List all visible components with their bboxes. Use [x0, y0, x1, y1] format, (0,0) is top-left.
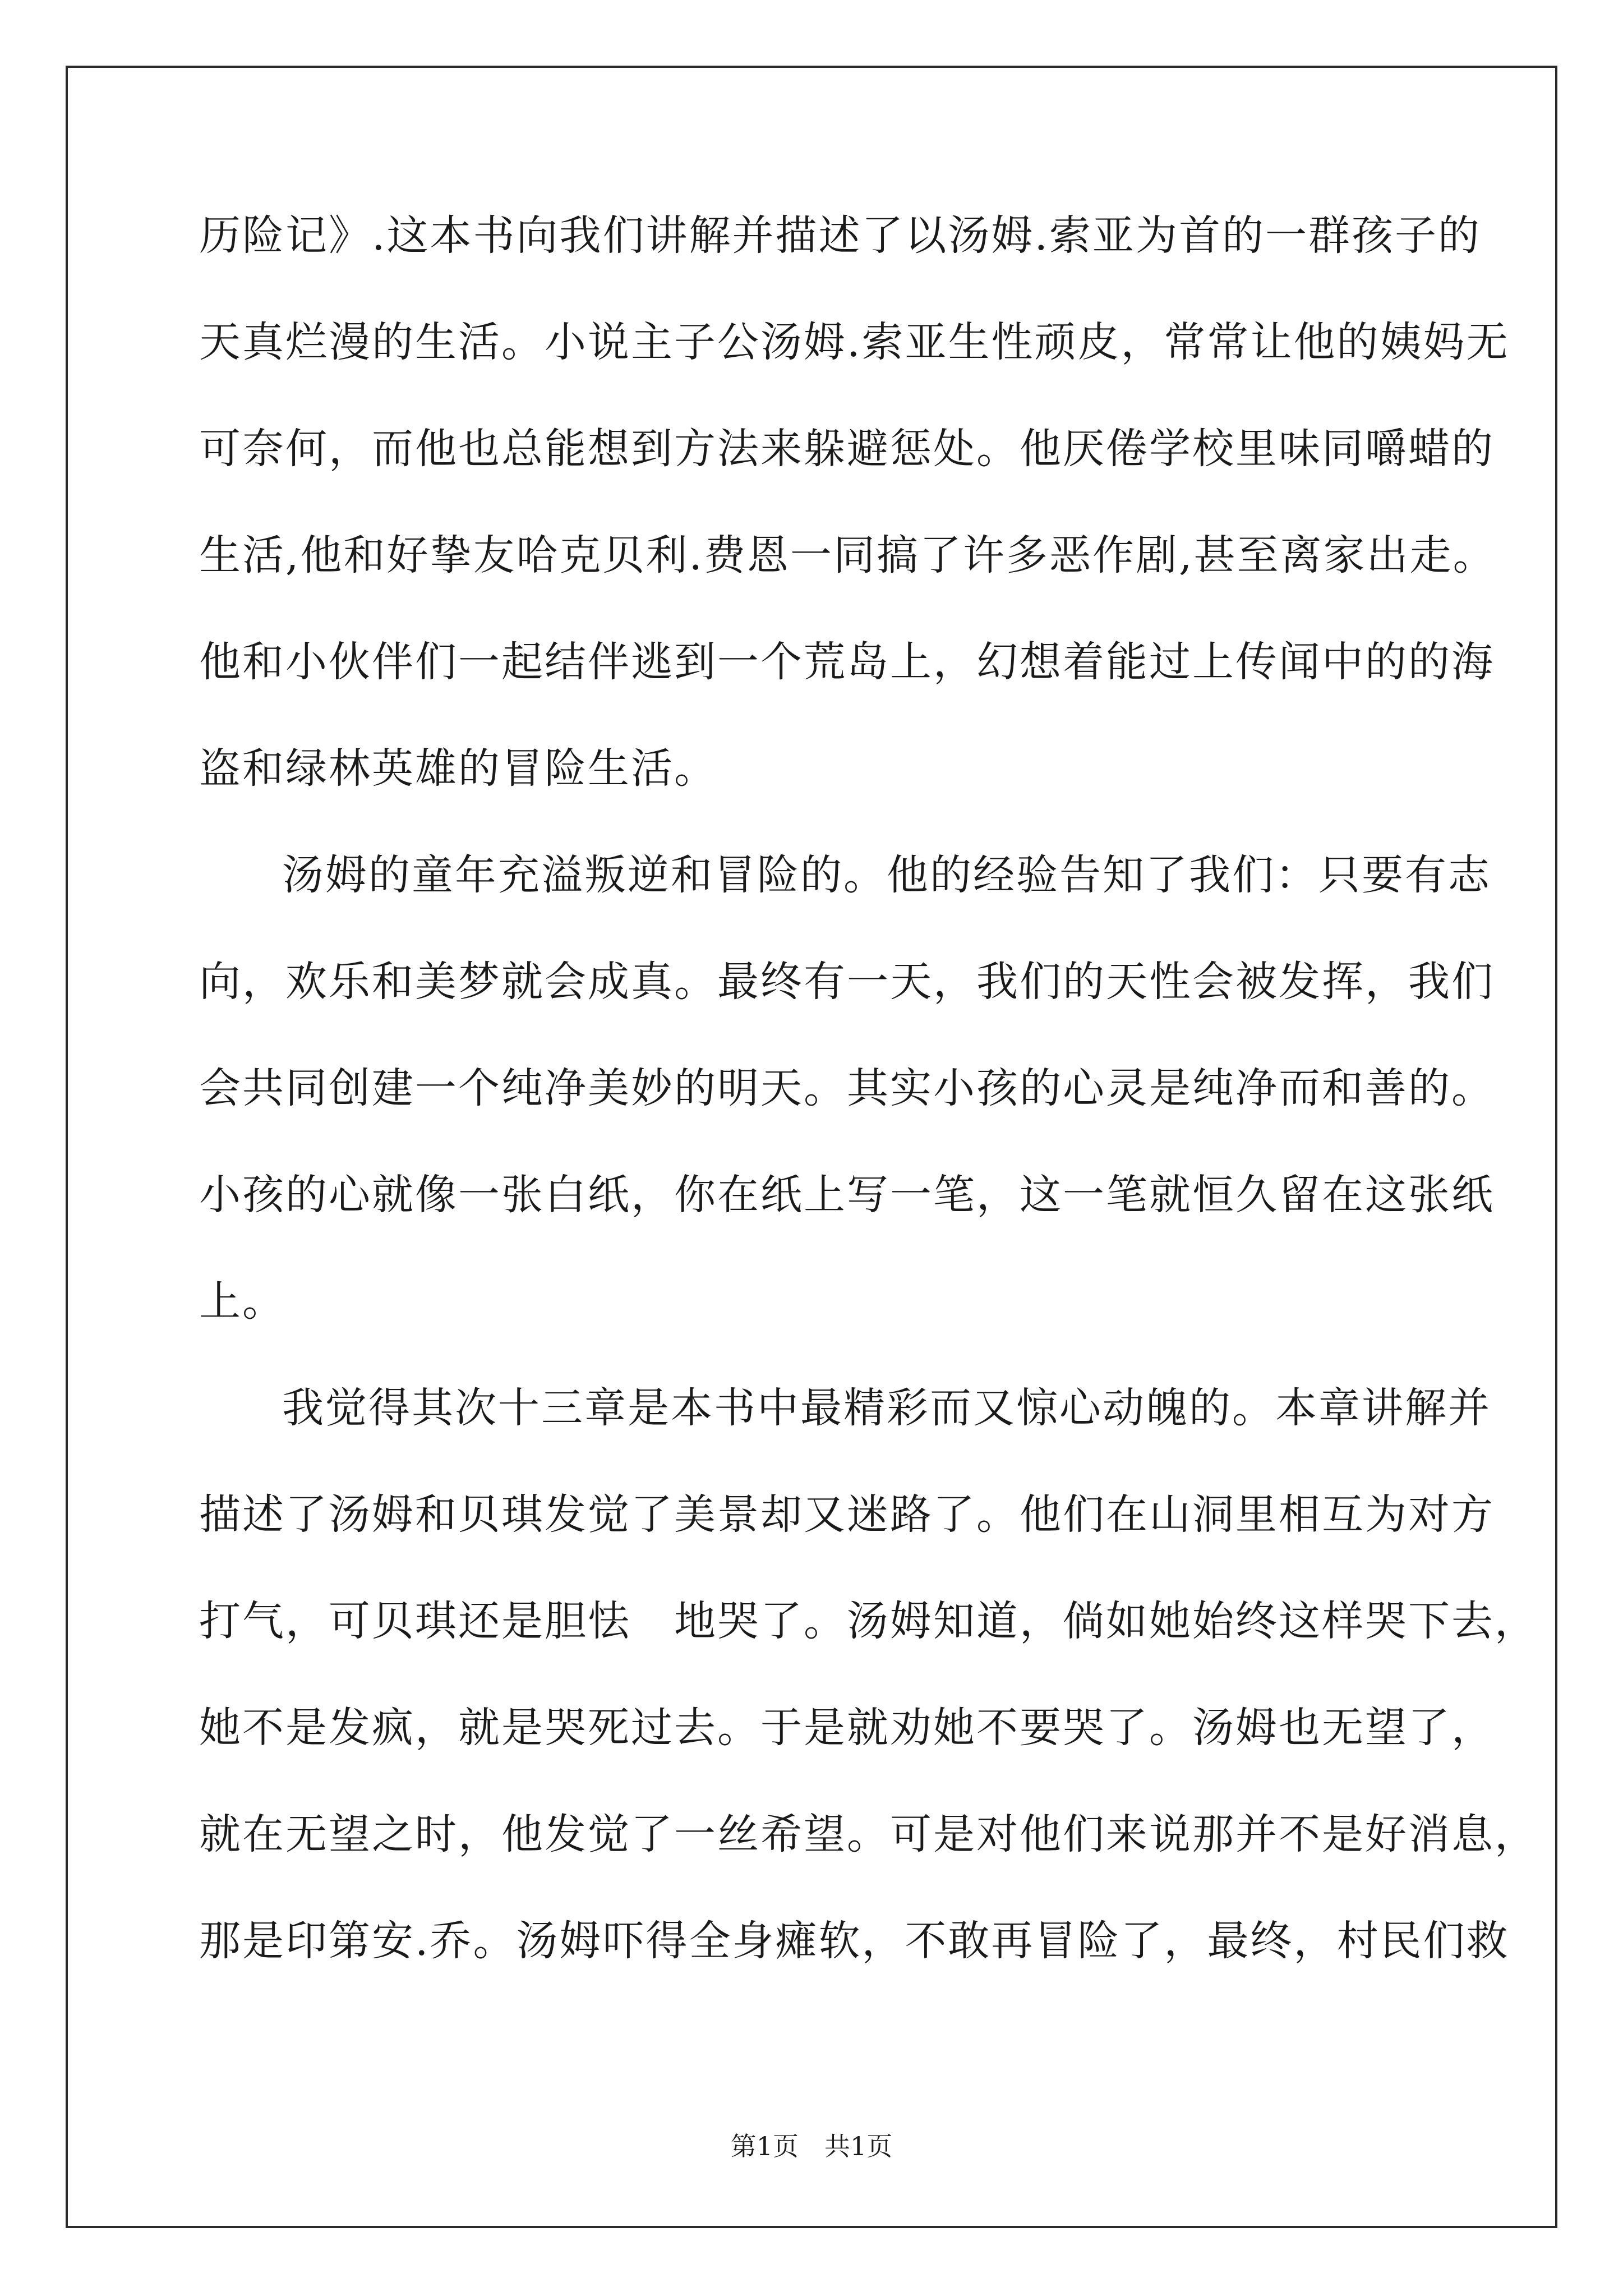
text-line: 会共同创建一个纯净美妙的明天。其实小孩的心灵是纯净而和善的。 — [199, 1064, 1495, 1112]
text-line: 打气，可贝琪还是胆怯 地哭了。汤姆知道，倘如她始终这样哭下去， — [199, 1597, 1538, 1645]
document-body — [199, 205, 1538, 2017]
text-line: 可奈何，而他也总能想到方法来躲避惩处。他厌倦学校里味同嚼蜡的 — [199, 425, 1495, 473]
paragraph-first-line: 我觉得其次十三章是本书中最精彩而又惊心动魄的。本章讲解并 — [282, 1384, 1491, 1432]
text-line: 历险记》.这本书向我们讲解并描述了以汤姆.索亚为首的一群孩子的 — [199, 211, 1482, 260]
text-line: 上。 — [199, 1277, 285, 1326]
text-line: 小孩的心就像一张白纸，你在纸上写一笔，这一笔就恒久留在这张纸 — [199, 1171, 1495, 1219]
text-line: 那是印第安.乔。汤姆吓得全身瘫软，不敢再冒险了，最终，村民们救 — [199, 1917, 1510, 1965]
paragraph-first-line: 汤姆的童年充溢叛逆和冒险的。他的经验告知了我们：只要有志 — [282, 851, 1491, 899]
text-line: 盗和绿林英雄的冒险生活。 — [199, 744, 717, 793]
text-line: 生活,他和好挚友哈克贝利.费恩一同搞了许多恶作剧,甚至离家出走。 — [199, 531, 1496, 579]
text-line: 天真烂漫的生活。小说主子公汤姆.索亚生性顽皮，常常让他的姨妈无 — [199, 318, 1510, 366]
text-line: 他和小伙伴们一起结伴逃到一个荒岛上，幻想着能过上传闻中的的海 — [199, 638, 1495, 686]
text-line: 她不是发疯，就是哭死过去。于是就劝她不要哭了。汤姆也无望了， — [199, 1704, 1495, 1752]
text-line: 描述了汤姆和贝琪发觉了美景却又迷路了。他们在山洞里相互为对方 — [199, 1490, 1495, 1539]
text-line: 就在无望之时，他发觉了一丝希望。可是对他们来说那并不是好消息， — [199, 1810, 1538, 1858]
page-number-footer: 第1页 共1页 — [730, 2131, 893, 2161]
text-line: 向，欢乐和美梦就会成真。最终有一天，我们的天性会被发挥，我们 — [199, 958, 1495, 1006]
